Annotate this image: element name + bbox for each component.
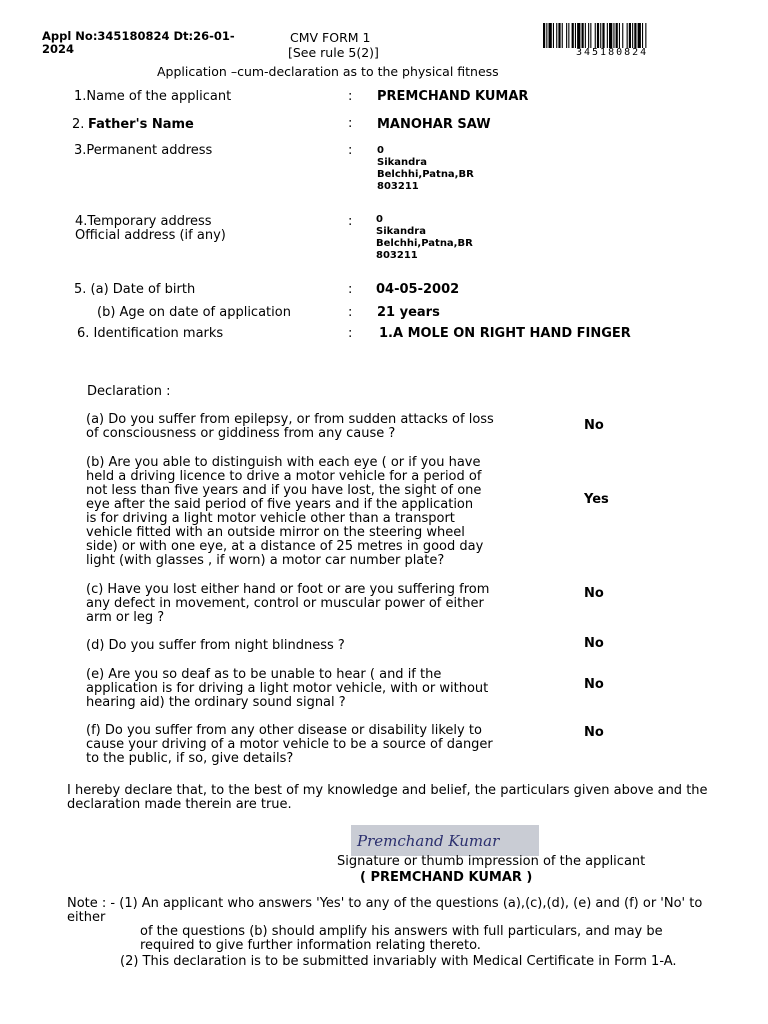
question-a: (a) Do you suffer from epilepsy, or from sudden attacks of loss of consciousness or giddiness from any cause ? xyxy=(86,412,494,441)
answer-e: No xyxy=(584,677,604,692)
name-label: 1.Name of the applicant xyxy=(74,89,232,104)
temporary-address-label: 4.Temporary address xyxy=(75,214,212,229)
dob-label: 5. (a) Date of birth xyxy=(74,282,196,297)
answer-c: No xyxy=(584,586,604,601)
declaration-heading: Declaration : xyxy=(87,384,171,399)
father-label: Father's Name xyxy=(88,117,194,132)
barcode-number: 345180824 xyxy=(576,47,649,58)
answer-f: No xyxy=(584,725,604,740)
identification-label: 6. Identification marks xyxy=(77,326,224,341)
colon: : xyxy=(348,305,353,320)
note-2: (2) This declaration is to be submitted invariably with Medical Certificate in Form 1-A. xyxy=(120,954,677,969)
colon: : xyxy=(348,143,353,158)
question-e: (e) Are you so deaf as to be unable to hear ( and if the application is for driving a light motor vehicle, with or without hearing aid) the ordinary sound signal ? xyxy=(86,667,489,710)
answer-d: No xyxy=(584,636,604,651)
application-number: Appl No:345180824 Dt:26-01-2024 xyxy=(42,29,235,56)
father-value: MANOHAR SAW xyxy=(377,117,491,132)
signature-caption: Signature or thumb impression of the applicant xyxy=(337,854,646,869)
question-b: (b) Are you able to distinguish with each eye ( or if you have held a driving licence to drive a motor vehicle for a period of not less than five years and if you have lost, the sight of one eye after the said period of five years and if the application is for driving a light motor vehicle other than a transport vehicle fitted with an outside mirror on the steering wheel side) or with one eye, at a distance of 25 metres in good day light (with glasses , if worn) a motor car number plate? xyxy=(86,455,484,568)
document-title: Application –cum-declaration as to the physical fitness xyxy=(157,64,499,79)
question-c: (c) Have you lost either hand or foot or are you suffering from any defect in movement, control or muscular power of either arm or leg ? xyxy=(86,582,490,625)
permanent-address-value: 0 Sikandra Belchhi,Patna,BR 803211 xyxy=(377,145,474,192)
barcode-icon xyxy=(543,23,713,48)
note-1-continued: of the questions (b) should amplify his answers with full particulars, and may be required to give further information relating thereto. xyxy=(140,924,663,953)
age-label: (b) Age on date of application xyxy=(97,305,291,320)
signature-ink xyxy=(351,825,539,856)
colon: : xyxy=(348,89,353,104)
answer-a: No xyxy=(584,418,604,433)
temporary-address-value: 0 Sikandra Belchhi,Patna,BR 803211 xyxy=(376,214,473,261)
question-d: (d) Do you suffer from night blindness ? xyxy=(86,638,345,653)
identification-value: 1.A MOLE ON RIGHT HAND FINGER xyxy=(379,326,631,341)
dob-value: 04-05-2002 xyxy=(376,282,460,297)
form-title: CMV FORM 1 xyxy=(290,30,371,45)
question-f: (f) Do you suffer from any other disease or disability likely to cause your driving of a motor vehicle to be a source of danger to the public, if so, give details? xyxy=(86,723,493,766)
note-1: Note : - (1) An applicant who answers 'Yes' to any of the questions (a),(c),(d), (e) and (f) or 'No' to either xyxy=(67,896,703,925)
age-value: 21 years xyxy=(377,305,440,320)
official-address-label: Official address (if any) xyxy=(75,228,226,243)
name-value: PREMCHAND KUMAR xyxy=(377,89,529,104)
signature-image xyxy=(351,825,539,856)
colon: : xyxy=(348,282,353,297)
signature-text: Premchand Kumar xyxy=(357,832,500,850)
colon: : xyxy=(348,214,353,229)
father-number: 2. xyxy=(72,117,85,132)
answer-b: Yes xyxy=(584,492,609,507)
declaration-statement: I hereby declare that, to the best of my knowledge and belief, the particulars given above and the declaration made therein are true. xyxy=(67,783,708,812)
colon: : xyxy=(348,326,353,341)
permanent-address-label: 3.Permanent address xyxy=(74,143,213,158)
signature-name: ( PREMCHAND KUMAR ) xyxy=(360,870,533,885)
rule-reference: [See rule 5(2)] xyxy=(288,45,379,60)
colon: : xyxy=(348,116,353,131)
